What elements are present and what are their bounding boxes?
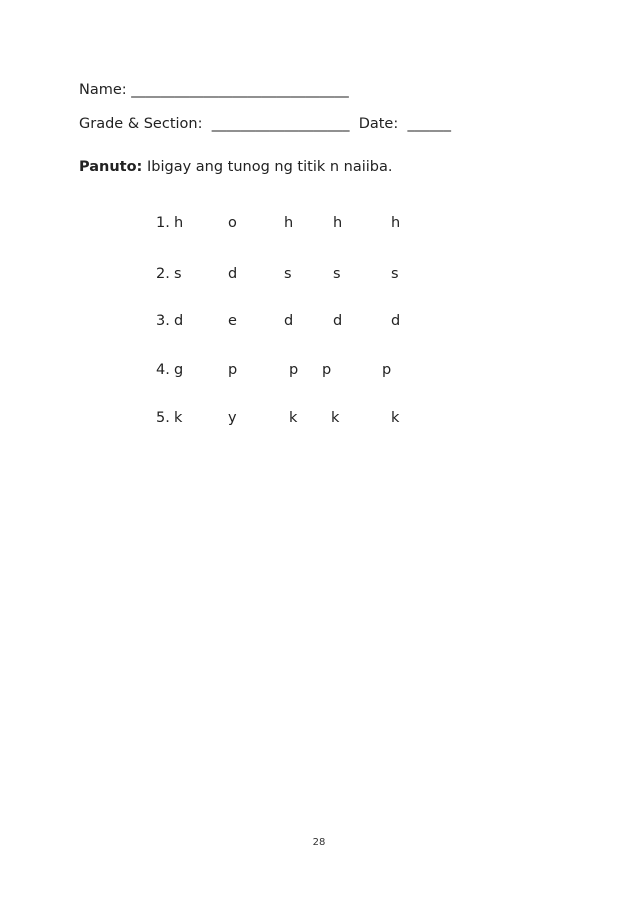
name-blank: ______________________________ [131, 82, 349, 98]
item-letter: s [174, 266, 182, 282]
item-number: 2. [156, 266, 170, 282]
item-letter: s [333, 266, 341, 282]
grade-section-label: Grade & Section: [79, 116, 203, 132]
item-letter: h [333, 215, 343, 231]
instructions-label: Panuto: [79, 159, 143, 175]
item-letter: p [382, 362, 392, 378]
item-letter: p [289, 362, 299, 378]
item-letter: d [284, 313, 294, 329]
item-letter: h [284, 215, 294, 231]
item-letter: s [284, 266, 292, 282]
date-label: Date: [358, 116, 399, 132]
item-letter: p [322, 362, 332, 378]
instructions [79, 159, 392, 175]
item-letter: y [228, 410, 237, 426]
item-letter: p [228, 362, 238, 378]
grade-section-blank: ___________________ [211, 116, 350, 132]
page-number: 28 [312, 837, 326, 848]
item-letter: d [174, 313, 184, 329]
grade-date-line [79, 116, 451, 132]
item-letter: k [331, 410, 340, 426]
item-letter: s [391, 266, 399, 282]
item-letter: h [391, 215, 401, 231]
item-letter: k [391, 410, 400, 426]
item-letter: h [174, 215, 184, 231]
item-letter: e [228, 313, 237, 329]
item-letter: k [289, 410, 298, 426]
item-number: 3. [156, 313, 170, 329]
name-field-line [79, 82, 349, 98]
item-letter: d [228, 266, 238, 282]
item-number: 1. [156, 215, 170, 231]
item-letter: g [174, 362, 184, 378]
item-number: 4. [156, 362, 170, 378]
item-letter: d [333, 313, 343, 329]
item-letter: d [391, 313, 401, 329]
date-blank: ______ [407, 116, 451, 132]
item-letter: o [228, 215, 237, 231]
item-letter: k [174, 410, 183, 426]
item-number: 5. [156, 410, 170, 426]
instructions-text: Ibigay ang tunog ng titik n naiiba. [146, 159, 393, 175]
name-label: Name: [79, 82, 127, 98]
